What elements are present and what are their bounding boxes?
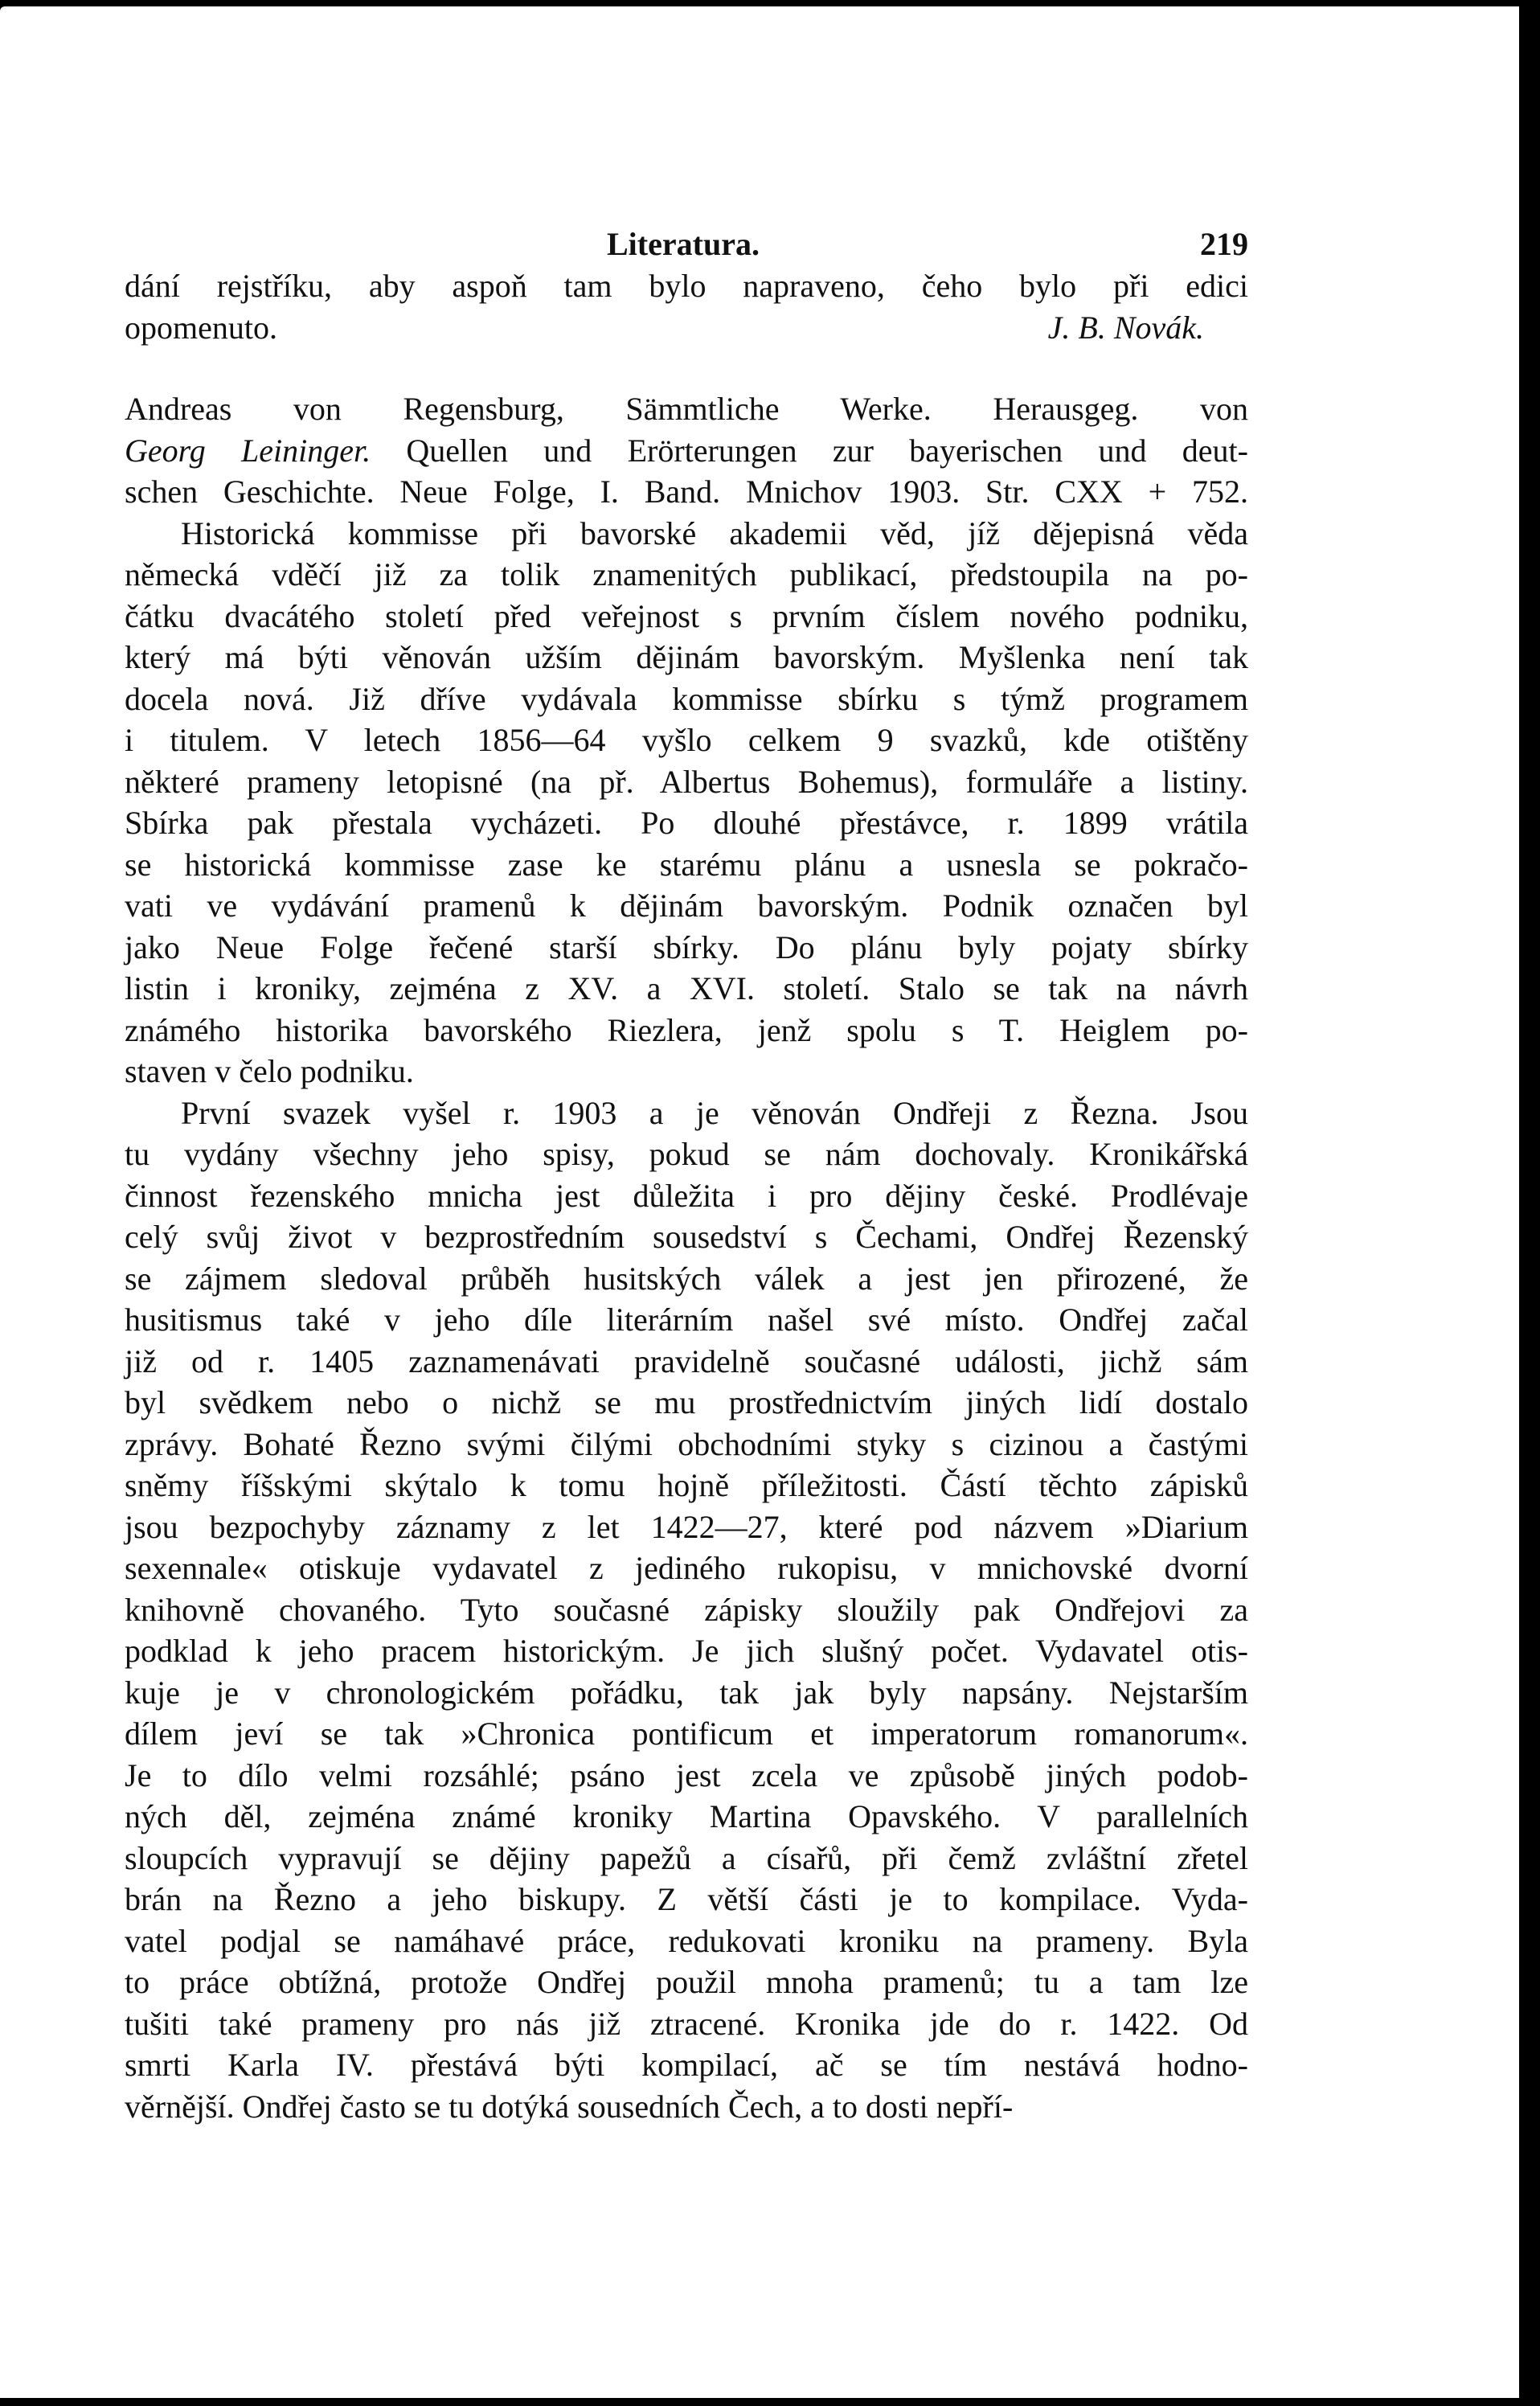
review-citation (125, 388, 1248, 513)
text-line: tušiti také prameny pro nás již ztracené. Kronika jde do r. 1422. Od (125, 2005, 1248, 2042)
author-signature: J. B. Novák. (1047, 309, 1204, 346)
closing-line (125, 307, 1248, 349)
editor-name: Georg Leininger. (125, 432, 371, 469)
text-line: podklad k jeho pracem historickým. Je jich slušný počet. Vydavatel otis- (125, 1633, 1248, 1669)
text-line: dání rejstříku, aby aspoň tam bylo napraveno, čeho bylo při edici (125, 268, 1248, 304)
page-content (125, 223, 1248, 2127)
text-line: Sbírka pak přestala vycházeti. Po dlouhé přestávce, r. 1899 vrátila (125, 805, 1248, 841)
text-line: Historická kommisse při bavorské akademii věd, jíž dějepisná věda (181, 514, 1248, 551)
text-line: sexennale« otiskuje vydavatel z jediného rukopisu, v mnichovské dvorní (125, 1550, 1248, 1586)
text-line: sloupcích vypravují se dějiny papežů a císařů, při čemž zvláštní zřetel (125, 1839, 1248, 1876)
text-line: husitismus také v jeho díle literárním našel své místo. Ondřej začal (125, 1301, 1248, 1338)
text-line: ných děl, zejména známé kroniky Martina Opavského. V parallelních (125, 1798, 1248, 1834)
text-line: čátku dvacátého století před veřejnost s prvním číslem nového podniku, (125, 597, 1248, 634)
intro-block (125, 265, 1248, 348)
text-line: celý svůj život v bezprostředním sousedství s Čechami, Ondřej Řezenský (125, 1219, 1248, 1255)
citation-line: Andreas von Regensburg, Sämmtliche Werke. Herausgeg. von (125, 391, 1248, 427)
text-line: německá vděčí již za tolik znamenitých publikací, předstoupila na po- (125, 556, 1248, 592)
text-line: sněmy říšskými skýtalo k tomu hojně příležitosti. Částí těchto zápisků (125, 1467, 1248, 1503)
running-header (125, 223, 1248, 265)
text-line: zprávy. Bohaté Řezno svými čilými obchodními styky s cizinou a častými (125, 1425, 1248, 1462)
text-line: který má býti věnován užším dějinám bavorským. Myšlenka není tak (125, 639, 1248, 675)
text-line: docela nová. Již dříve vydávala kommisse sbírku s týmž programem (125, 680, 1248, 717)
text-line: známého historika bavorského Riezlera, jenž spolu s T. Heiglem po- (125, 1011, 1248, 1048)
section-gap (125, 348, 1248, 388)
paragraph-1 (125, 513, 1248, 1092)
text-line: dílem jeví se tak »Chronica pontificum et imperatorum romanorum«. (125, 1715, 1248, 1752)
text-line: listin i kroniky, zejména z XV. a XVI. století. Stalo se tak na návrh (125, 970, 1248, 1006)
text-line: některé prameny letopisné (na př. Albertus Bohemus), formuláře a listiny. (125, 763, 1248, 800)
text-line: již od r. 1405 zaznamenávati pravidelně současné události, jichž sám (125, 1342, 1248, 1379)
text-line: činnost řezenského mnicha jest důležita i pro dějiny české. Prodlévaje (125, 1177, 1248, 1214)
text-line: První svazek vyšel r. 1903 a je věnován Ondřeji z Řezna. Jsou (181, 1094, 1248, 1131)
citation-line (125, 430, 1248, 472)
text-line: byl svědkem nebo o nichž se mu prostřednictvím jiných lidí dostalo (125, 1384, 1248, 1420)
text-line: staven v čelo podniku. (125, 1053, 414, 1089)
page-sheet (0, 6, 1519, 2398)
running-title: Literatura. (607, 226, 760, 262)
text-line: knihovně chovaného. Tyto současné zápisky sloužily pak Ondřejovi za (125, 1591, 1248, 1628)
text-line: se historická kommisse zase ke starému plánu a usnesla se pokračo- (125, 846, 1248, 883)
text-line: kuje je v chronologickém pořádku, tak jak byly napsány. Nejstarším (125, 1674, 1248, 1711)
paragraph-2 (125, 1092, 1248, 2128)
citation-text: Quellen und Erörterungen zur bayerischen und deut- (371, 432, 1248, 469)
text-line: Je to dílo velmi rozsáhlé; psáno jest zcela ve způsobě jiných podob- (125, 1756, 1248, 1793)
text-line: jsou bezpochyby záznamy z let 1422—27, které pod názvem »Diarium (125, 1508, 1248, 1545)
text-line: věrnější. Ondřej často se tu dotýká sousedních Čech, a to dosti nepří- (125, 2088, 1014, 2125)
text-line: se zájmem sledoval průběh husitských válek a jest jen přirozené, že (125, 1260, 1248, 1297)
citation-line: schen Geschichte. Neue Folge, I. Band. Mnichov 1903. Str. CXX + 752. (125, 473, 1248, 510)
text-line: brán na Řezno a jeho biskupy. Z větší části je to kompilace. Vyda- (125, 1881, 1248, 1917)
text-line: tu vydány všechny jeho spisy, pokud se nám dochovaly. Kronikářská (125, 1136, 1248, 1172)
text-line: jako Neue Folge řečené starší sbírky. Do plánu byly pojaty sbírky (125, 928, 1248, 965)
text-line: opomenuto. (125, 309, 277, 346)
text-line: smrti Karla IV. přestává býti kompilací, ač se tím nestává hodno- (125, 2047, 1248, 2083)
text-line: to práce obtížná, protože Ondřej použil mnoha pramenů; tu a tam lze (125, 1964, 1248, 2000)
page-number: 219 (1200, 226, 1248, 262)
text-line: i titulem. V letech 1856—64 vyšlo celkem 9 svazků, kde otištěny (125, 722, 1248, 758)
text-line: vatel podjal se namáhavé práce, redukovati kroniku na prameny. Byla (125, 1922, 1248, 1959)
text-line: vati ve vydávání pramenů k dějinám bavorským. Podnik označen byl (125, 887, 1248, 924)
